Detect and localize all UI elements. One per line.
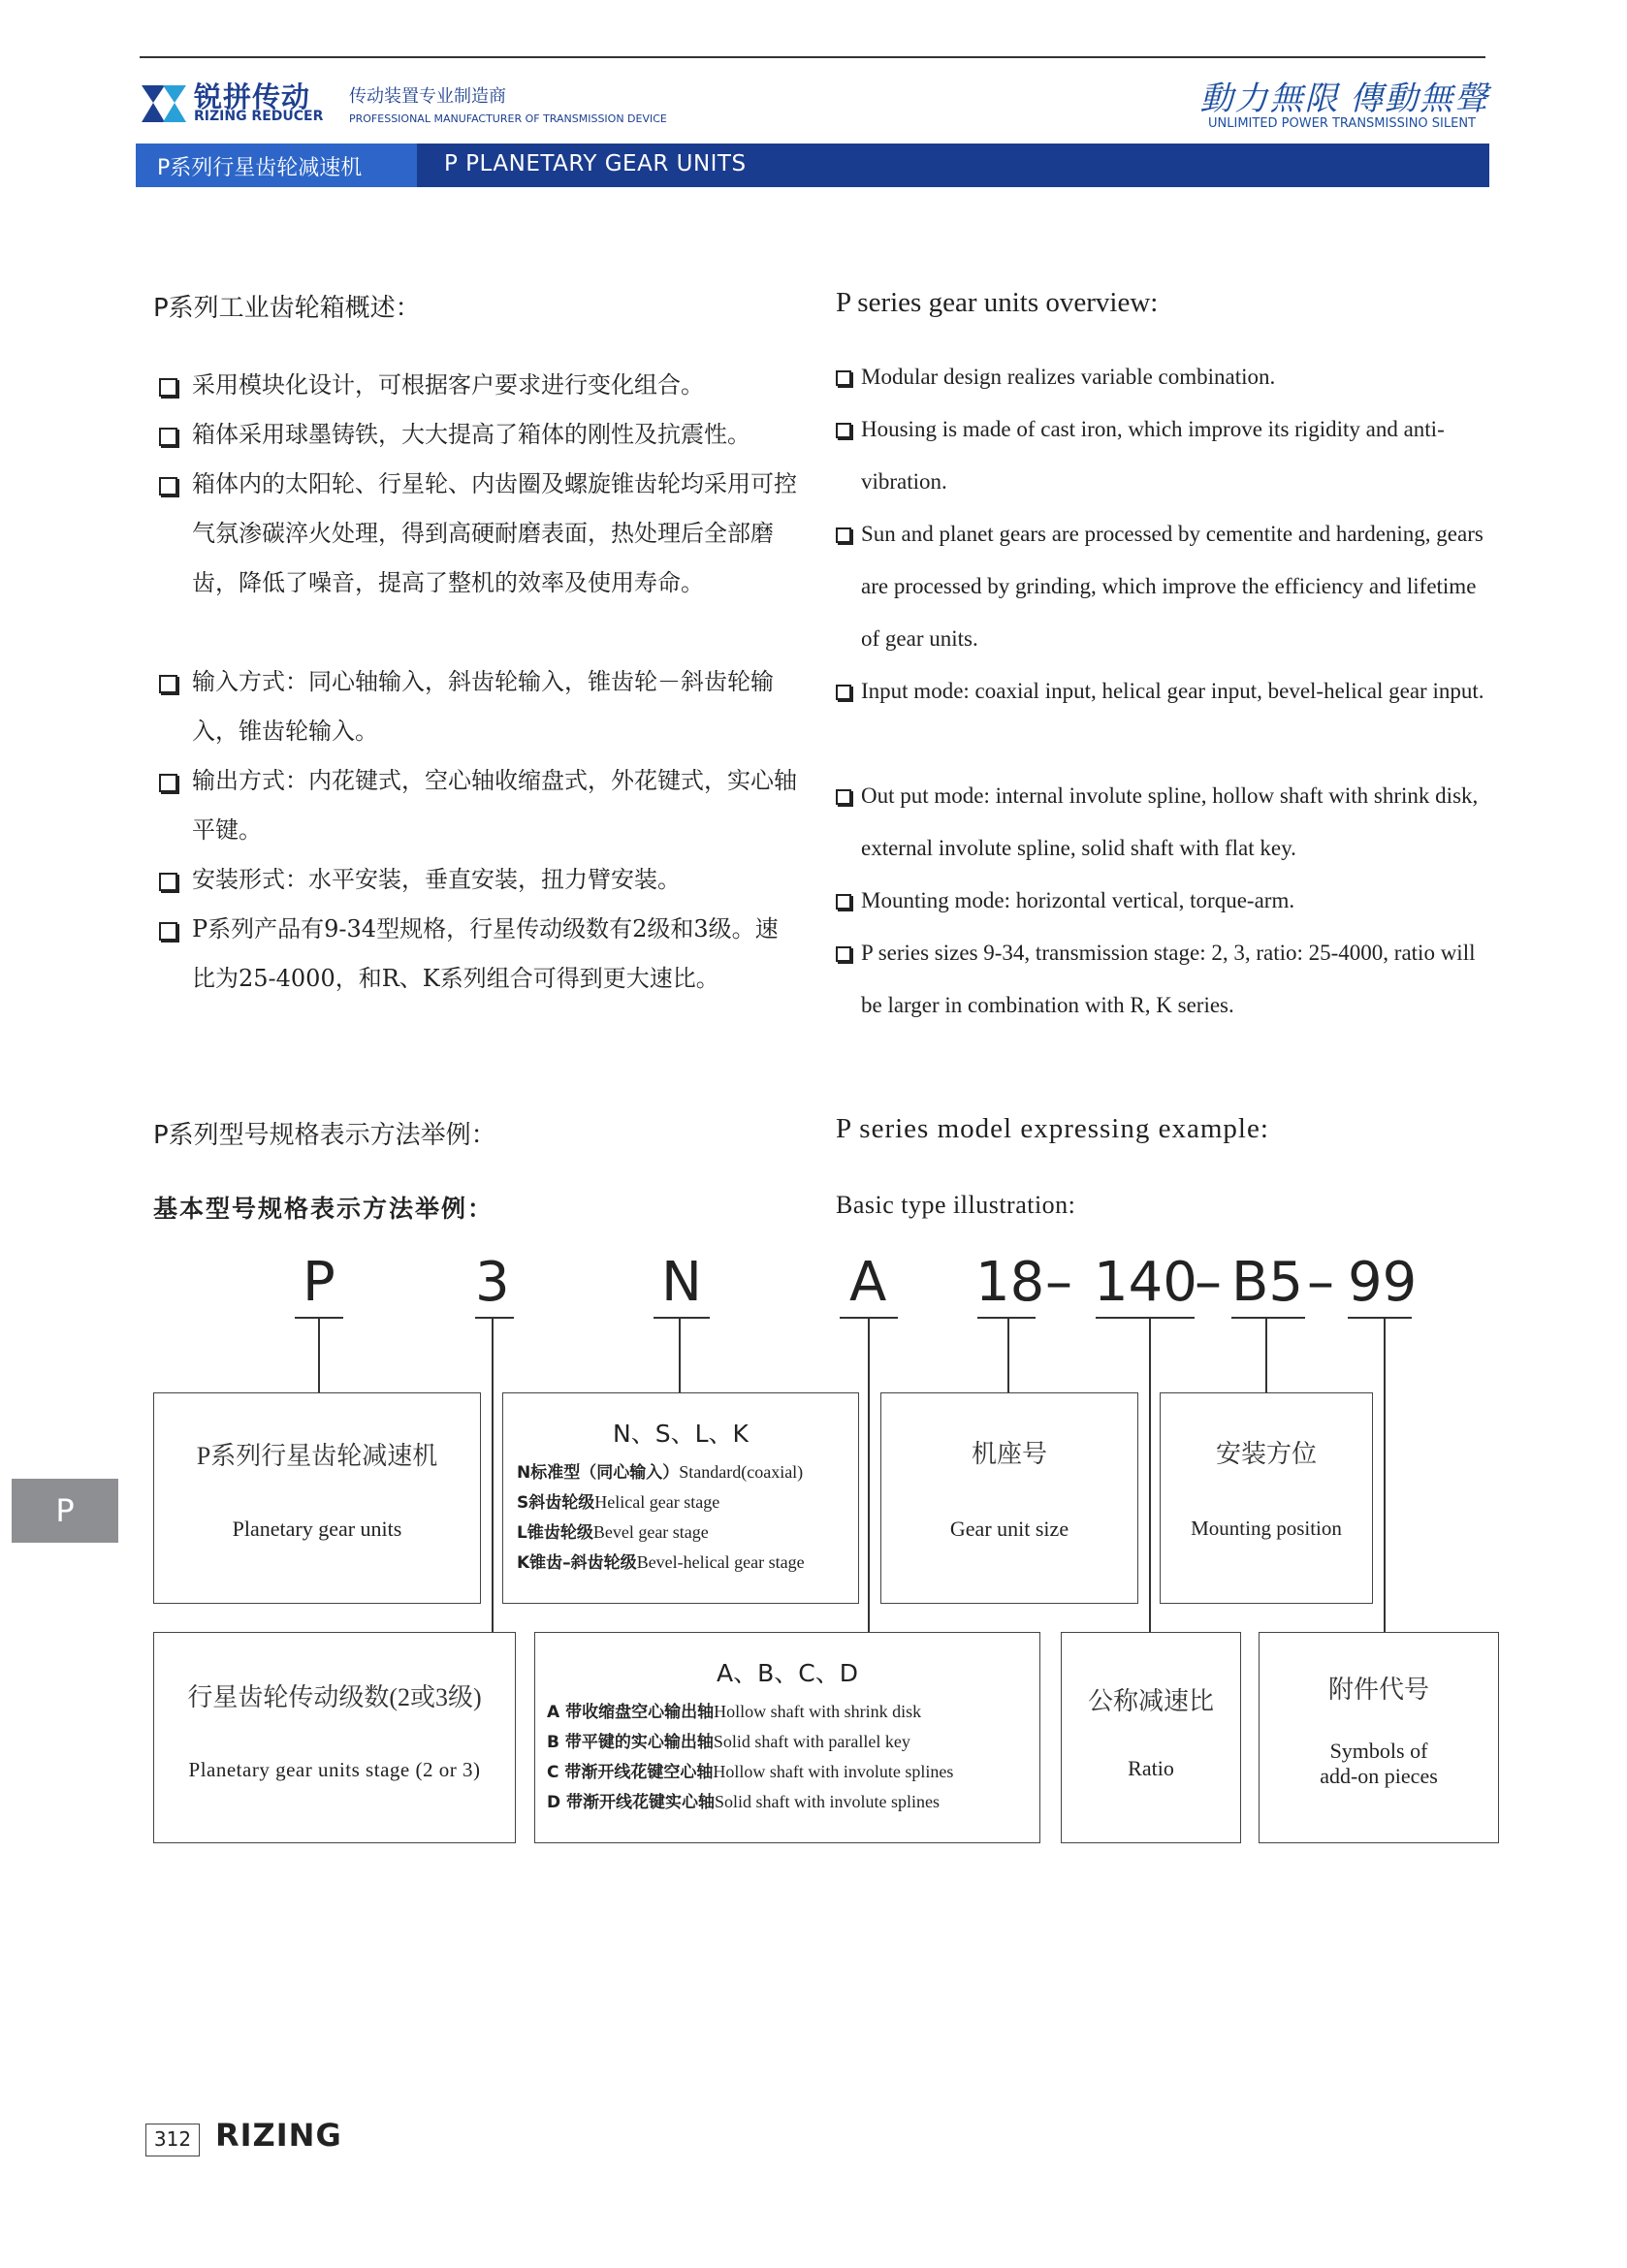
ratio-box-en: Ratio [1128, 1756, 1174, 1780]
overview-item-en: Input mode: coaxial input, helical gear input, bevel-helical gear input. [836, 665, 1495, 718]
input-mode-head: N、S、L、K [613, 1420, 749, 1448]
code-output: A [849, 1251, 887, 1314]
series-box-en: Planetary gear units [232, 1517, 402, 1541]
addon-box-cn: 附件代号 [1327, 1676, 1429, 1704]
basic-type-heading-en: Basic type illustration: [836, 1191, 1076, 1219]
overview-item-cn: 采用模块化设计，可根据客户要求进行变化组合。 [159, 361, 799, 410]
output-mode-head: A、B、C、D [717, 1659, 858, 1687]
overview-item-en: P series sizes 9-34, transmission stage: 2, 3, ratio: 25-4000, ratio will be larger in combination with R, K series. [836, 927, 1495, 1032]
input-mode-line: N标准型（同心输入）Standard(coaxial) [517, 1462, 804, 1483]
code-stage: 3 [475, 1251, 510, 1314]
code-mounting: B5 [1231, 1251, 1304, 1314]
addon-box [1259, 1632, 1499, 1843]
addon-box-en-line1: Symbols of [1329, 1739, 1428, 1763]
page-title-en: P PLANETARY GEAR UNITS [444, 151, 747, 176]
code-dash: – [1045, 1251, 1072, 1314]
ratio-box [1061, 1632, 1241, 1843]
slogan-en: UNLIMITED POWER TRANSMISSINO SILENT [1208, 116, 1476, 131]
code-input: N [661, 1251, 702, 1314]
output-mode-box [534, 1632, 1040, 1843]
code-size: 18 [975, 1251, 1045, 1314]
output-mode-line: A 带收缩盘空心输出轴Hollow shaft with shrink disk [547, 1702, 922, 1722]
input-mode-box [502, 1392, 859, 1604]
stage-box [153, 1632, 516, 1843]
overview-item-cn: 箱体内的太阳轮、行星轮、内齿圈及螺旋锥齿轮均采用可控气氛渗碳淬火处理，得到高硬耐磨表面，热处理后全部磨齿，降低了噪音，提高了整机的效率及使用寿命。 [159, 460, 799, 608]
size-box-en: Gear unit size [949, 1517, 1069, 1541]
code-series-p: P [303, 1251, 335, 1314]
size-box [880, 1392, 1138, 1604]
mounting-box-en: Mounting position [1191, 1517, 1342, 1540]
brand-name-en: RIZING REDUCER [194, 109, 324, 124]
output-mode-line: B 带平键的实心输出轴Solid shaft with parallel key [547, 1732, 910, 1752]
code-dash: – [1195, 1251, 1222, 1314]
addon-box-en-line2: add-on pieces [1320, 1764, 1438, 1788]
code-ratio: 140 [1094, 1251, 1197, 1314]
stage-box-cn: 行星齿轮传动级数(2或3级) [187, 1683, 482, 1711]
overview-heading-en: P series gear units overview: [836, 287, 1159, 318]
overview-item-cn: 箱体采用球墨铸铁，大大提高了箱体的刚性及抗震性。 [159, 410, 799, 460]
overview-item-cn: P系列产品有9-34型规格，行星传动级数有2级和3级。速比为25-4000，和R、K系列组合可得到更大速比。 [159, 905, 799, 1004]
overview-item-en: Housing is made of cast iron, which improve its rigidity and anti-vibration. [836, 403, 1495, 508]
overview-item-cn: 输出方式：内花键式，空心轴收缩盘式，外花键式，实心轴平键。 [159, 756, 799, 855]
page-title-cn: P系列行星齿轮减速机 [157, 156, 363, 180]
example-heading-cn: P系列型号规格表示方法举例： [153, 1121, 496, 1150]
series-box-cn: P系列行星齿轮减速机 [196, 1442, 438, 1470]
tagline-en: PROFESSIONAL MANUFACTURER OF TRANSMISSION DEVICE [349, 112, 667, 125]
overview-item-en: Sun and planet gears are processed by cementite and hardening, gears are processed by grinding, which improve the efficiency and lifetime of gear units. [836, 508, 1495, 665]
output-mode-line: D 带渐开线花键实心轴Solid shaft with involute splines [547, 1792, 941, 1812]
code-addon: 99 [1348, 1251, 1418, 1314]
overview-item-cn: 安装形式：水平安装，垂直安装，扭力臂安装。 [159, 855, 799, 905]
tagline-cn: 传动装置专业制造商 [349, 86, 506, 107]
output-mode-line: C 带渐开线花键空心轴Hollow shaft with involute splines [547, 1762, 954, 1782]
side-section-tab: P [12, 1479, 118, 1543]
basic-type-heading-cn: 基本型号规格表示方法举例： [153, 1195, 494, 1223]
slogan-cn: 動力無限 傳動無聲 [1199, 81, 1489, 117]
stage-box-en: Planetary gear units stage (2 or 3) [188, 1758, 481, 1781]
page-number: 312 [145, 2124, 200, 2156]
footer-brand: RIZING [215, 2117, 342, 2154]
input-mode-line: S斜齿轮级Helical gear stage [517, 1492, 720, 1513]
code-dash: – [1307, 1251, 1334, 1314]
input-mode-line: L锥齿轮级Bevel gear stage [517, 1522, 709, 1543]
overview-item-en: Modular design realizes variable combination. [836, 351, 1495, 403]
overview-heading-cn: P系列工业齿轮箱概述： [153, 294, 421, 323]
mounting-box [1160, 1392, 1373, 1604]
example-heading-en: P series model expressing example: [836, 1113, 1269, 1144]
overview-item-cn: 输入方式：同心轴输入，斜齿轮输入，锥齿轮－斜齿轮输入，锥齿轮输入。 [159, 657, 799, 756]
ratio-box-cn: 公称减速比 [1087, 1687, 1214, 1715]
overview-item-en: Out put mode: internal involute spline, hollow shaft with shrink disk, external involute spline, solid shaft with flat key. [836, 770, 1495, 875]
overview-item-en: Mounting mode: horizontal vertical, torque-arm. [836, 875, 1495, 927]
series-box [153, 1392, 481, 1604]
size-box-cn: 机座号 [971, 1440, 1047, 1468]
input-mode-line: K锥齿–斜齿轮级Bevel-helical gear stage [517, 1552, 805, 1573]
mounting-box-cn: 安装方位 [1215, 1440, 1317, 1468]
brand-name-cn: 锐拼传动 [194, 80, 311, 113]
